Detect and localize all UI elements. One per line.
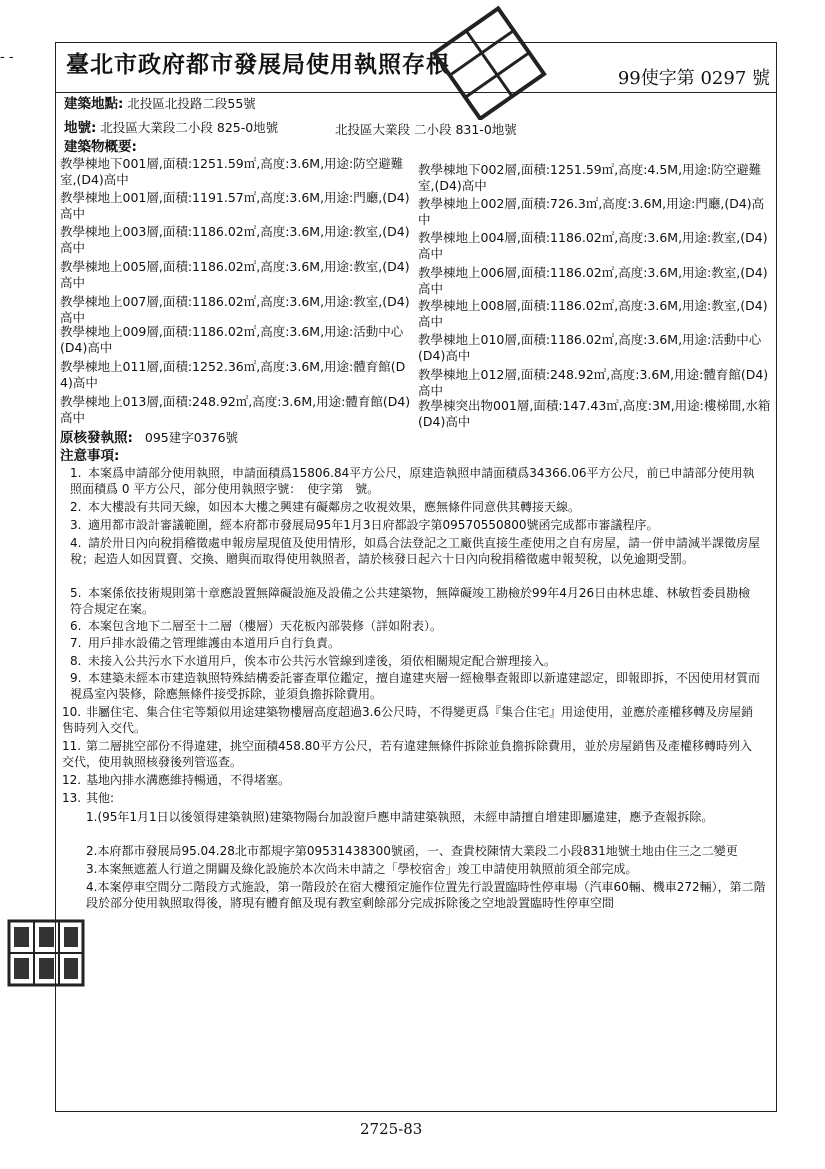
original-permit-number: 095建字0376號: [144, 430, 239, 445]
note-item: [70, 536, 760, 567]
site-address: 北投區北投路二段55號: [127, 96, 256, 111]
other-item: 1.(95年1月1日以後領得建築執照)建築物陽台加設窗戶應申請建築執照，未經申請擅自增建即屬違建，應予查報拆除。: [86, 810, 714, 824]
other-item: 4.本案停車空間分二階段方式施設，第一階段於在宿大樓預定施作位置先行設置臨時性停車場（汽車60輛、機車272輛），第二階段於部分使用執照取得後，將現有體育館及現有教室剩餘部分完成拆除後之空地設置臨時性停車空間: [86, 880, 766, 910]
top-right-seal-icon: [430, 5, 550, 120]
building-item: 教學棟地上010層,面積:1186.02㎡,高度:3.6M,用途:活動中心(D4)高中: [418, 332, 762, 363]
building-item: 教學棟地上012層,面積:248.92㎡,高度:3.6M,用途:體育館(D4)高中: [418, 367, 769, 398]
note-text: 基地內排水溝應維持暢通，不得堵塞。: [86, 773, 291, 787]
building-item: 教學棟地上001層,面積:1191.57㎡,高度:3.6M,用途:門廳,(D4)高中: [60, 190, 410, 221]
building-item: 教學棟突出物001層,面積:147.43㎡,高度:3M,用途:樓梯間,水箱(D4)高中: [418, 398, 771, 429]
page-title: 臺北市政府都市發展局使用執照存根: [66, 51, 450, 78]
note-number: 11.: [62, 739, 82, 753]
left-seal-icon: [6, 918, 86, 988]
lot-number-1: 北投區大業段二小段 825-0地號: [100, 120, 279, 135]
title-divider: [55, 92, 777, 93]
note-text: 請於卅日內向稅捐稽徵處申報房屋現值及使用情形，如爲合法登記之工廠供直接生產使用之自有房屋，請一併申請減半課徵房屋稅；起造人如因買賣、交換、贈與而取得使用執照者，請於核發日起六十日內向稅捐稽徵處申報契稅，以免逾期受罰。: [70, 536, 761, 566]
note-number: 3.: [70, 518, 82, 532]
building-summary-label: 建築物概要:: [64, 139, 137, 155]
margin-mark: - -: [0, 50, 14, 65]
note-text: 未接入公共污水下水道用戶，俟本市公共污水管線到達後，須依相關規定配合辦理接入。: [88, 654, 557, 668]
note-item: [70, 518, 760, 534]
notes-label: 注意事項:: [60, 448, 120, 464]
building-item: 教學棟地上004層,面積:1186.02㎡,高度:3.6M,用途:教室,(D4)高中: [418, 230, 768, 261]
note-text: 本案係依技術規則第十章應設置無障礙設施及設備之公共建築物，無障礙竣工勘檢於99年4月26日由林忠雄、林敏哲委員勘檢符合規定在案。: [70, 586, 751, 616]
building-item: 教學棟地下002層,面積:1251.59㎡,高度:4.5M,用途:防空避難室,(D4)高中: [418, 162, 762, 193]
building-item: 教學棟地上007層,面積:1186.02㎡,高度:3.6M,用途:教室,(D4)高中: [60, 294, 410, 325]
building-item: 教學棟地上009層,面積:1186.02㎡,高度:3.6M,用途:活動中心(D4)高中: [60, 324, 404, 355]
note-number: 9.: [70, 671, 82, 685]
address-label: 建築地點:: [64, 96, 124, 112]
note-number: 6.: [70, 619, 82, 633]
note-text: 本案爲申請部分使用執照，申請面積爲15806.84平方公尺，原建造執照申請面積爲34366.06平方公尺，前已申請部分使用執照面積爲 0 平方公尺，部分使用執照字號： 使字第 號。: [70, 466, 755, 496]
building-item: 教學棟地上013層,面積:248.92㎡,高度:3.6M,用途:體育館(D4)高中: [60, 394, 411, 425]
note-text: 其他:: [86, 791, 115, 805]
note-text: 適用都市設計審議範圍，經本府都市發展局95年1月3日府都設字第09570550800號函完成都市審議程序。: [88, 518, 659, 532]
note-number: 4.: [70, 536, 82, 550]
lot-label: 地號:: [64, 120, 97, 136]
building-item: 教學棟地下001層,面積:1251.59㎡,高度:3.6M,用途:防空避難室,(D4)高中: [60, 156, 404, 187]
note-item: [70, 619, 760, 635]
note-number: 5.: [70, 586, 82, 600]
note-number: 12.: [62, 773, 82, 787]
note-number: 10.: [62, 705, 82, 719]
note-number: 7.: [70, 636, 82, 650]
note-number: 2.: [70, 500, 82, 514]
note-item: [70, 586, 760, 617]
building-item: 教學棟地上011層,面積:1252.36㎡,高度:3.6M,用途:體育館(D4)高中: [60, 359, 406, 390]
note-number: 8.: [70, 654, 82, 668]
note-item: [62, 773, 762, 789]
note-text: 第二層挑空部份不得違建，挑空面積458.80平方公尺，若有違建無條件拆除並負擔拆除費用，並於房屋銷售及產權移轉時列入交代，使用執照核發後列管巡查。: [62, 739, 752, 769]
note-item: [70, 636, 760, 652]
bottom-serial-stamp: 2725-83: [360, 1120, 423, 1138]
note-text: 本案包含地下二層至十二層（樓層）天花板內部裝修（詳如附表）。: [88, 619, 443, 633]
note-item: [62, 739, 762, 770]
building-item: 教學棟地上003層,面積:1186.02㎡,高度:3.6M,用途:教室,(D4)高中: [60, 224, 410, 255]
note-text: 用戶排水設備之管理維護由本道用戶自行負責。: [88, 636, 341, 650]
note-item: [62, 791, 762, 807]
building-item: 教學棟地上006層,面積:1186.02㎡,高度:3.6M,用途:教室,(D4)高中: [418, 265, 768, 296]
lot-number-2: 北投區大業段 二小段 831-0地號: [335, 122, 517, 137]
building-item: 教學棟地上008層,面積:1186.02㎡,高度:3.6M,用途:教室,(D4)高中: [418, 298, 768, 329]
note-text: 本建築未經本市建造執照特殊結構委託審查單位鑑定，擅自違建夾層一經檢舉查報即以新違建認定，即報即拆，不因使用材質而視爲室內裝修，除應無條件接受拆除，並須負擔拆除費用。: [70, 671, 761, 701]
other-item: 3.本案無遮蓋人行道之開闢及綠化設施於本次尚未申請之「學校宿舍」竣工申請使用執照前須全部完成。: [86, 862, 638, 876]
note-number: 1.: [70, 466, 82, 480]
other-item: 2.本府都市發展局95.04.28北市都規字第09531438300號函，一、查貴校陳情大業段二小段831地號土地由住三之二變更: [86, 844, 738, 858]
note-text: 非屬住宅、集合住宅等類似用途建築物樓層高度超過3.6公尺時，不得變更爲『集合住宅』用途使用，並應於產權移轉及房屋銷售時列入交代。: [62, 705, 754, 735]
note-item: [70, 654, 760, 670]
permit-number: 99使字第 0297 號: [617, 68, 770, 89]
note-item: [70, 671, 760, 702]
note-text: 本大樓設有共同天線，如因本大樓之興建有礙鄰房之收視效果，應無條件同意供其轉接天線。: [88, 500, 581, 514]
original-permit-label: 原核發執照:: [60, 430, 133, 446]
building-item: 教學棟地上005層,面積:1186.02㎡,高度:3.6M,用途:教室,(D4)高中: [60, 259, 410, 290]
building-item: 教學棟地上002層,面積:726.3㎡,高度:3.6M,用途:門廳,(D4)高中: [418, 196, 765, 227]
note-item: [70, 500, 760, 516]
note-item: [62, 705, 762, 736]
note-item: [70, 466, 760, 497]
note-number: 13.: [62, 791, 82, 805]
